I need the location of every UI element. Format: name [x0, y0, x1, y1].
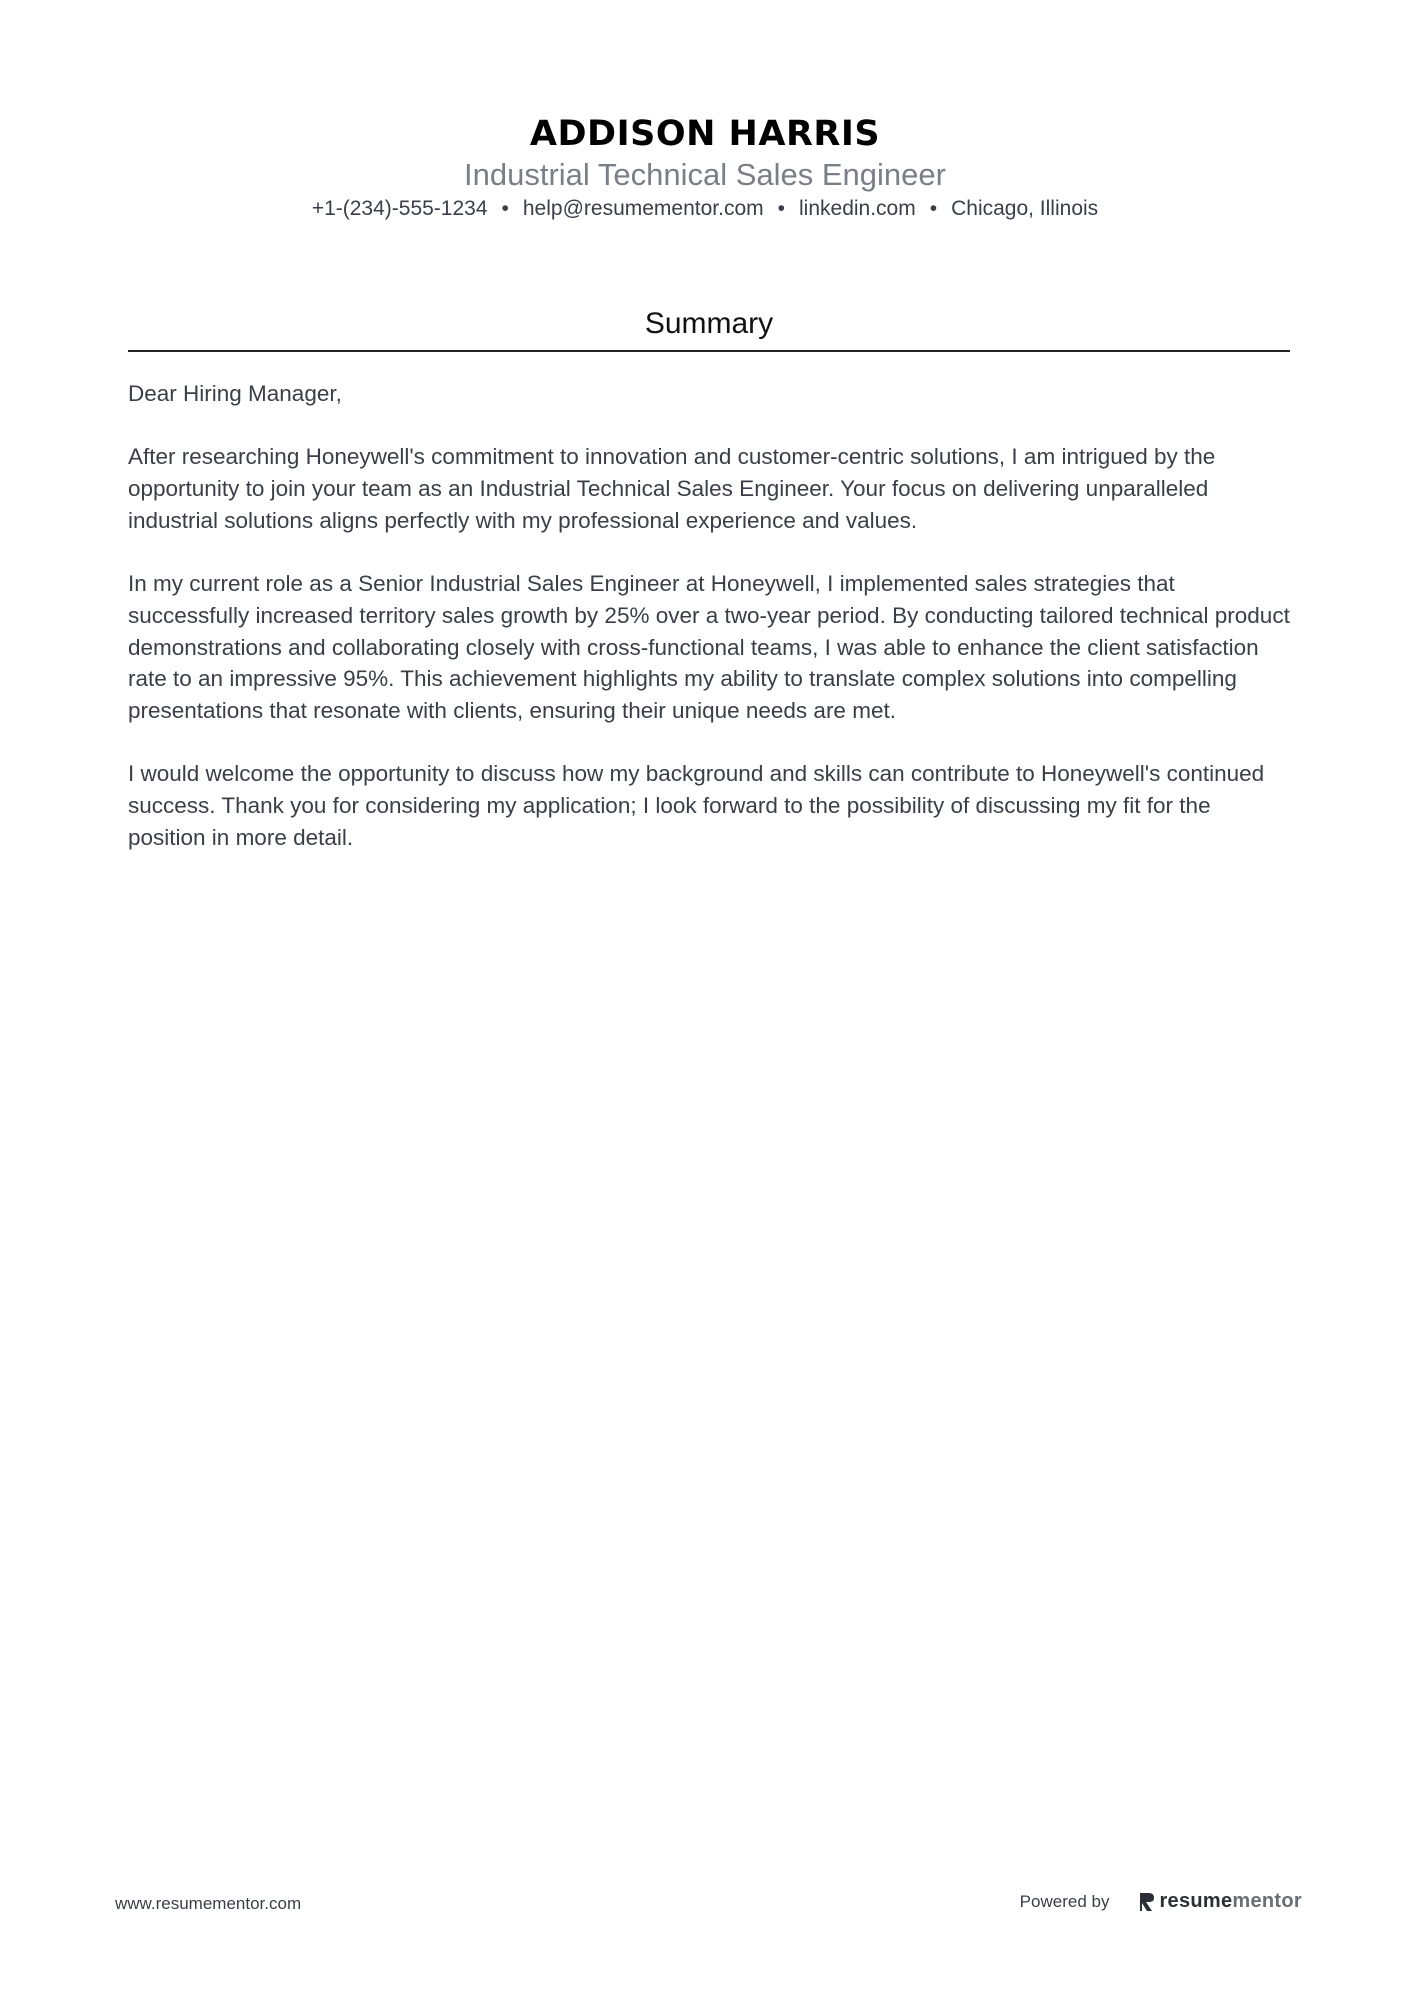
- brand-logo: [1139, 1890, 1302, 1913]
- brand-name-light: mentor: [1232, 1890, 1302, 1912]
- job-title: Industrial Technical Sales Engineer: [464, 157, 946, 192]
- brand-name-strong: resume: [1159, 1890, 1233, 1912]
- letter-paragraph: In my current role as a Senior Industrial Sales Engineer at Honeywell, I implemented sales strategies that successfully increased territory sales growth by 25% over a two-year period. By conducting tailored technical product demonstrations and collaborating closely with cross-functional teams, I was able to enhance the client satisfaction rate to an impressive 95%. This achievement highlights my ability to translate complex solutions into compelling presentations that resonate with clients, ensuring their unique needs are met.: [128, 571, 1290, 723]
- header: [0, 112, 1410, 224]
- contact-separator: •: [929, 197, 938, 220]
- contact-separator: •: [501, 197, 509, 220]
- contact-location: Chicago, Illinois: [951, 197, 1099, 220]
- candidate-name: ADDISON HARRIS: [529, 114, 881, 154]
- letter-paragraph: After researching Honeywell's commitment to innovation and customer-centric solutions, I am intrigued by the opportunity to join your team as an Industrial Technical Sales Engineer. Your focus on delivering unparalleled industrial solutions aligns perfectly with my professional experience and values.: [128, 444, 1216, 533]
- letter-body: [128, 378, 1290, 885]
- contact-separator: •: [777, 197, 785, 220]
- contact-email: help@resumementor.com: [522, 197, 764, 220]
- letter-paragraph: I would welcome the opportunity to discuss how my background and skills can contribute to Honeywell's continued success. Thank you for considering my application; I look forward to the possibility of discussing my fit for the position in more detail.: [128, 761, 1265, 850]
- contact-phone: +1-(234)-555-1234: [311, 197, 488, 220]
- contact-line: [0, 194, 1410, 224]
- letter-greeting: Dear Hiring Manager,: [128, 381, 342, 406]
- powered-by-label: Powered by: [1019, 1891, 1110, 1911]
- resumementor-logo-icon: [1139, 1892, 1155, 1912]
- section-divider: [128, 350, 1290, 352]
- footer-branding: [1020, 1890, 1302, 1913]
- section-title-summary: Summary: [644, 307, 774, 340]
- contact-linkedin: linkedin.com: [799, 197, 916, 220]
- footer-website: www.resumementor.com: [115, 1894, 302, 1913]
